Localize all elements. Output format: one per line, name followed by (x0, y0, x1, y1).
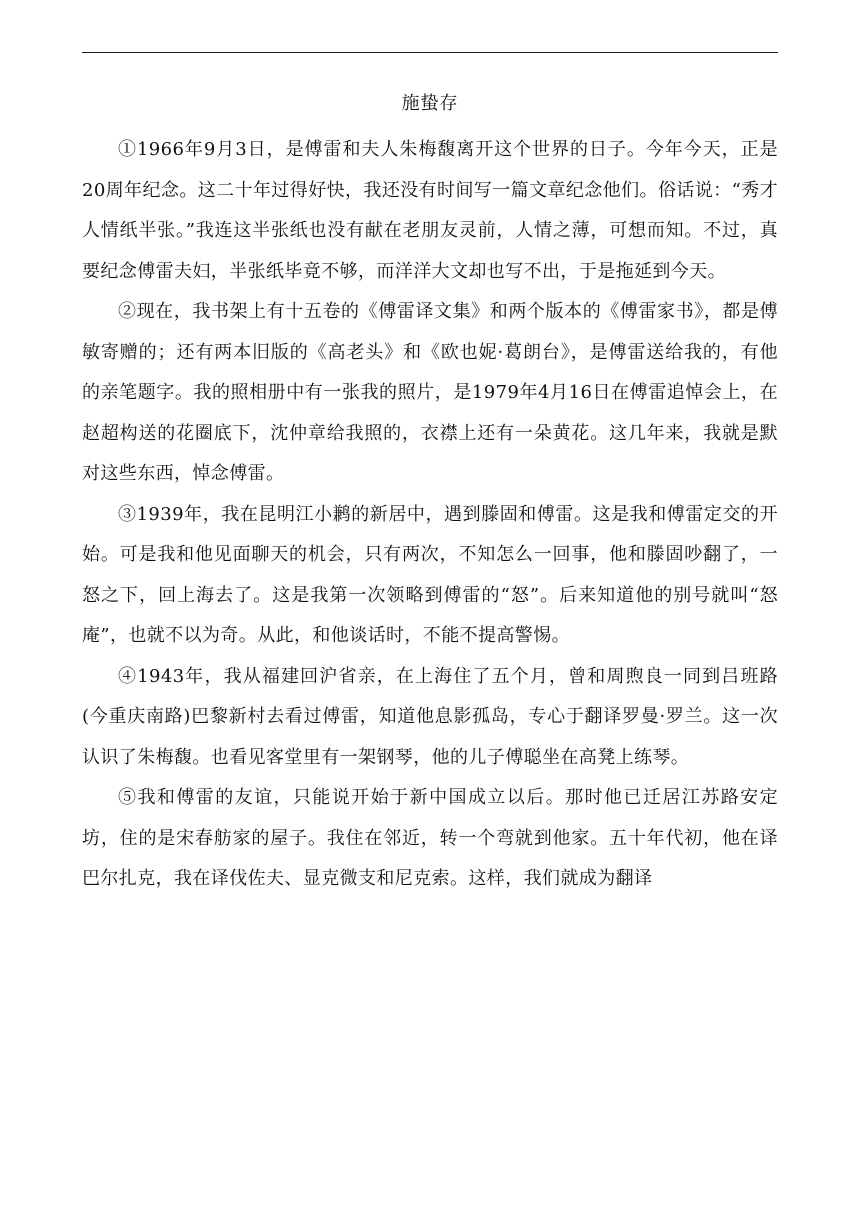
paragraph-4: ④1943年，我从福建回沪省亲，在上海住了五个月，曾和周煦良一同到吕班路(今重庆南路)巴黎新村去看过傅雷，知道他息影孤岛，专心于翻译罗曼·罗兰。这一次认识了朱梅馥。也看见客堂里有一架钢琴，他的儿子傅聪坐在高凳上练琴。 (82, 665, 778, 768)
paragraph-3: ③1939年，我在昆明江小鹣的新居中，遇到滕固和傅雷。这是我和傅雷定交的开始。可是我和他见面聊天的机会，只有两次，不知怎么一回事，他和滕固吵翻了，一怒之下，回上海去了。这是我第一次领略到傅雷的“怒”。后来知道他的别号就叫“怒庵”，也就不以为奇。从此，和他谈话时，不能不提高警惕。 (82, 503, 778, 646)
header-rule (82, 52, 778, 53)
article-body (82, 130, 778, 900)
paragraph-1: ①1966年9月3日，是傅雷和夫人朱梅馥离开这个世界的日子。今年今天，正是20周年纪念。这二十年过得好快，我还没有时间写一篇文章纪念他们。俗话说：“秀才人情纸半张。”我连这半张纸也没有献在老朋友灵前，人情之薄，可想而知。不过，真要纪念傅雷夫妇，半张纸毕竟不够，而洋洋大文却也写不出，于是拖延到今天。 (82, 139, 778, 282)
paragraph-2: ②现在，我书架上有十五卷的《傅雷译文集》和两个版本的《傅雷家书》，都是傅敏寄赠的；还有两本旧版的《高老头》和《欧也妮·葛朗台》，是傅雷送给我的，有他的亲笔题字。我的照相册中有一张我的照片，是1979年4月16日在傅雷追悼会上，在赵超构送的花圈底下，沈仲章给我照的，衣襟上还有一朵黄花。这几年来，我就是默对这些东西，悼念傅雷。 (82, 301, 778, 484)
author-name: 施蛰存 (401, 93, 459, 114)
paragraph-5: ⑤我和傅雷的友谊，只能说开始于新中国成立以后。那时他已迁居江苏路安定坊，住的是宋春舫家的屋子。我住在邻近，转一个弯就到他家。五十年代初，他在译巴尔扎克，我在译伐佐夫、显克微支和尼克索。这样，我们就成为翻译 (82, 787, 778, 889)
